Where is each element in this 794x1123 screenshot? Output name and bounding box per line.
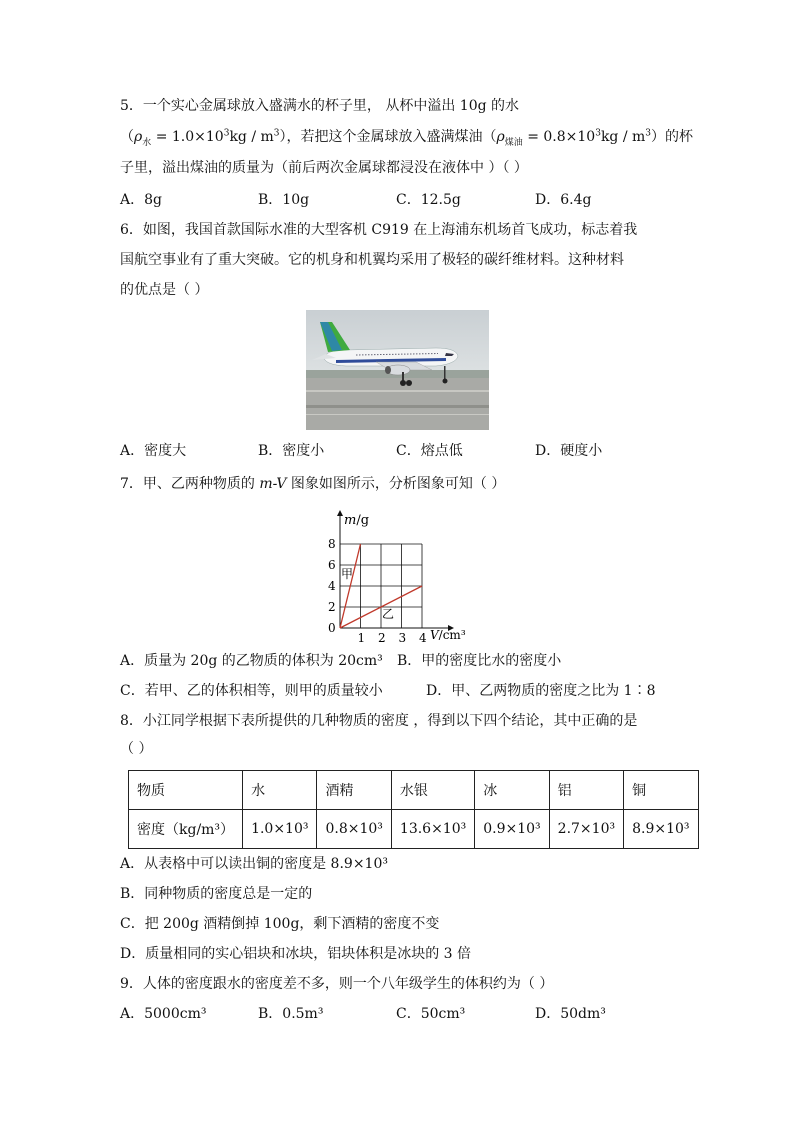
table-header-cell: 铝 [549,771,623,810]
q6-option-c: C．熔点低 [396,443,463,459]
q5-paren-open: （ [120,129,134,145]
q9-option-d: D．50dm³ [535,1006,606,1022]
q7-text-b: 图象如图所示，分析图象可知（ ） [290,476,506,492]
q8-line-1: 8．小江同学根据下表所提供的几种物质的密度 ，得到以下四个结论，其中正确的是 [120,713,638,729]
q5-line-2 [120,127,693,147]
table-row-density [129,810,699,849]
q5-option-a: A．8g [120,192,162,208]
x-axis-label-unit: /cm³ [438,628,466,642]
q5-option-c: C．12.5g [396,192,461,208]
table-header-cell: 冰 [475,771,549,810]
table-cell: 1.0×10³ [243,810,317,849]
y-tick-label: 0 [328,621,336,635]
x-axis-label [430,628,466,642]
q5-line-2-end: ）的杯 [651,129,694,145]
q9-option-a: A．5000cm³ [120,1006,207,1022]
y-axis-label-unit: /g [356,513,370,528]
table-header-cell: 铜 [624,771,698,810]
table-row-header [129,771,699,810]
rho-oil-sub: 煤油 [504,137,523,148]
q7-mv-var: m-V [254,476,291,492]
q9-line-1: 9．人体的密度跟水的密度差不多，则一个八年级学生的体积约为（ ） [120,976,554,992]
table-cell: 8.9×10³ [624,810,698,849]
table-header-cell: 物质 [129,771,243,810]
q5-option-d: D．6.4g [535,192,592,208]
q8-option-c: C．把 200g 酒精倒掉 100g，剩下酒精的密度不变 [120,916,440,932]
series-label-jia: 甲 [341,567,354,581]
y-axis-label [344,513,369,528]
q7-option-c: C．若甲、乙的体积相等，则甲的质量较小 [120,683,383,699]
rho-water-exp: 3 [223,128,230,139]
y-tick-label: 8 [328,537,336,551]
rho-oil-exp: 3 [595,128,601,139]
rho-water-unit-exp: 3 [273,128,280,139]
x-tick-label: 3 [398,631,407,645]
x-tick-label: 1 [357,631,366,645]
rho-water-value: = 1.0×10 [151,129,224,145]
rho-water-sub: 水 [142,137,152,148]
rho-water-symbol: ρ [134,129,143,145]
q7-option-b: B．甲的密度比水的密度小 [397,653,562,669]
table-row-label: 密度（kg/m³） [129,810,243,849]
mv-graph [320,508,470,648]
q9-option-b: B．0.5m³ [258,1006,324,1022]
table-header-cell: 水银 [391,771,474,810]
q9-option-c: C．50cm³ [396,1006,466,1022]
q6-option-a: A．密度大 [120,443,187,459]
density-table [128,770,699,849]
table-cell: 0.8×10³ [317,810,391,849]
q7-option-a: A．质量为 20g 的乙物质的体积为 20cm³ [120,653,383,669]
table-header-cell: 水 [243,771,317,810]
q5-option-b: B．10g [258,192,310,208]
x-tick-label: 4 [419,631,427,645]
q5-line-1: 5．一个实心金属球放入盛满水的杯子里， 从杯中溢出 10g 的水 [120,98,520,114]
q6-line-3: 的优点是（ ） [120,282,209,298]
q8-line-2: （ ） [120,741,153,757]
y-axis-label-var: m [344,513,357,528]
q7-option-d: D．甲、乙两物质的密度之比为 1∶8 [426,683,656,699]
q7-line-1 [120,474,505,494]
rho-oil-value: = 0.8×10 [522,129,596,145]
q8-option-a: A．从表格中可以读出铜的密度是 8.9×10³ [120,856,388,872]
q6-option-b: B．密度小 [258,443,325,459]
series-label-yi: 乙 [382,607,395,621]
x-axis-label-var: V [430,628,439,642]
table-cell: 13.6×10³ [391,810,474,849]
q6-line-2: 国航空事业有了重大突破。它的机身和机翼均采用了极轻的碳纤维材料。这种材料 [120,252,624,268]
table-cell: 0.9×10³ [475,810,549,849]
table-header-cell: 酒精 [317,771,391,810]
y-tick-label: 4 [328,579,336,593]
rho-oil-unit-exp: 3 [645,128,652,139]
rho-water-unit: kg / m [229,129,274,145]
graph-grid [340,544,422,628]
rho-oil-symbol: ρ [496,129,505,145]
y-tick-label: 6 [328,558,336,572]
q5-line-3: 子里，溢出煤油的质量为（前后两次金属球都浸没在液体中 ）（ ） [120,160,528,176]
y-axis-arrow [337,510,343,516]
q8-option-b: B．同种物质的密度总是一定的 [120,886,313,902]
x-tick-label: 2 [378,631,386,645]
q6-line-1: 6．如图，我国首款国际水准的大型客机 C919 在上海浦东机场首飞成功，标志着我 [120,222,638,238]
q5-line-2-mid: ），若把这个金属球放入盛满煤油（ [279,129,497,145]
c919-airplane-photo [306,310,489,430]
q8-option-d: D．质量相同的实心铝块和冰块，铝块体积是冰块的 3 倍 [120,946,472,962]
y-tick-label: 2 [328,600,336,614]
q6-option-d: D．硬度小 [535,443,603,459]
table-cell: 2.7×10³ [549,810,623,849]
rho-oil-unit: kg / m [600,129,646,145]
q7-text-a: 7．甲、乙两种物质的 [120,476,255,492]
